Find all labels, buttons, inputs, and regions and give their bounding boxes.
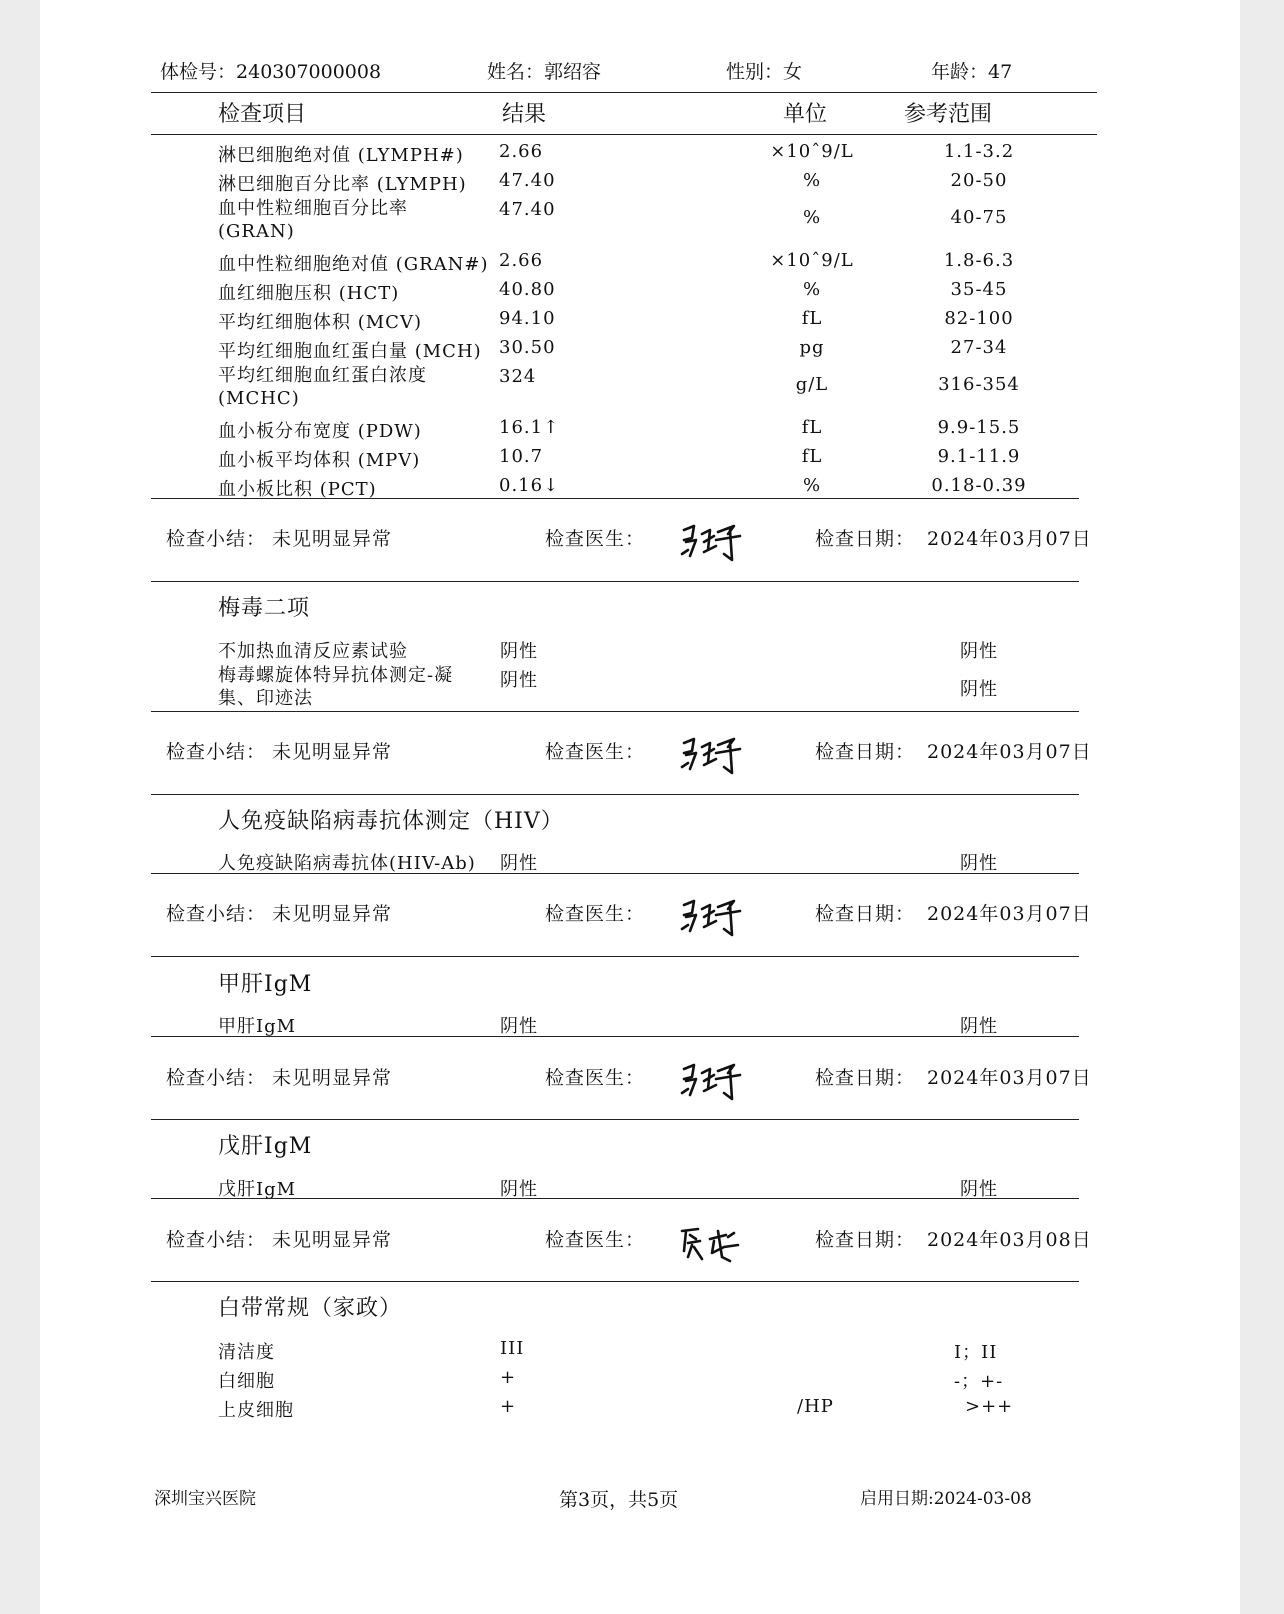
row-result: + — [500, 1396, 517, 1417]
date-label: 检查日期： — [815, 741, 916, 763]
row-name: 不加热血清反应素试验 — [218, 641, 408, 662]
summary-label: 检查小结： — [166, 1229, 267, 1251]
section-title-hev: 戊肝IgM — [218, 1134, 313, 1159]
row-result: 94.10 — [499, 308, 556, 329]
row-unit: fL — [801, 308, 823, 329]
doctor-label: 检查医生： — [545, 528, 646, 550]
doctor-label: 检查医生： — [545, 1067, 646, 1089]
row-range: 阴性 — [960, 853, 998, 874]
row-range: 9.9-15.5 — [937, 417, 1021, 438]
row-unit: % — [802, 279, 822, 300]
section-rule — [151, 873, 1079, 874]
patient-name: 姓名：郭绍容 — [487, 61, 602, 83]
row-result: 47.40 — [499, 199, 556, 220]
summary-text: 未见明显异常 — [272, 528, 393, 550]
row-range: 阴性 — [960, 641, 998, 662]
row-result: 2.66 — [499, 141, 544, 162]
row-range: 9.1-11.9 — [937, 446, 1021, 467]
row-name: 白细胞 — [218, 1371, 275, 1392]
row-name: 梅毒螺旋体特异抗体测定-凝 集、印迹法 — [218, 665, 454, 709]
row-range: 316-354 — [938, 374, 1020, 395]
row-result: 16.1↑ — [499, 417, 560, 438]
row-range: 1.1-3.2 — [943, 141, 1015, 162]
section-rule — [151, 956, 1079, 957]
col-header-item: 检查项目 — [218, 102, 307, 127]
row-unit: fL — [801, 417, 823, 438]
row-range: I；II — [954, 1342, 998, 1363]
row-name: 上皮细胞 — [218, 1400, 294, 1421]
row-result: 47.40 — [499, 170, 556, 191]
row-result: 40.80 — [499, 279, 556, 300]
summary-label: 检查小结： — [166, 528, 267, 550]
section-title-hav: 甲肝IgM — [218, 972, 313, 997]
page-number: 第3页，共5页 — [559, 1489, 679, 1511]
row-name: 甲肝IgM — [218, 1016, 297, 1037]
doctor-signature — [678, 729, 748, 777]
row-name: 血小板比积 (PCT) — [218, 479, 377, 500]
doctor-signature — [678, 516, 748, 564]
row-result: III — [500, 1338, 525, 1359]
row-result: 0.16↓ — [499, 475, 560, 496]
row-unit: g/L — [795, 374, 829, 395]
doctor-label: 检查医生： — [545, 1229, 646, 1251]
hospital-name: 深圳宝兴医院 — [154, 1489, 256, 1509]
section-title-leucorrhea: 白带常规（家政） — [218, 1296, 403, 1321]
row-range: 40-75 — [950, 207, 1008, 228]
row-result: 阴性 — [500, 853, 538, 874]
row-range: >++ — [965, 1396, 1014, 1417]
exam-date: 2024年03月07日 — [927, 528, 1092, 550]
row-range: 1.8-6.3 — [943, 250, 1015, 271]
row-range: -；+- — [954, 1371, 1004, 1392]
row-name: 血小板平均体积 (MPV) — [218, 450, 421, 471]
doctor-label: 检查医生： — [545, 741, 646, 763]
col-header-range: 参考范围 — [904, 102, 993, 127]
summary-label: 检查小结： — [166, 903, 267, 925]
section-rule — [151, 794, 1079, 795]
patient-sex: 性别：女 — [726, 61, 803, 83]
row-result: 阴性 — [500, 1016, 538, 1037]
row-range: 82-100 — [944, 308, 1014, 329]
row-name: 淋巴细胞百分比率 (LYMPH) — [218, 174, 467, 195]
exam-date: 2024年03月07日 — [927, 1067, 1092, 1089]
doctor-signature — [678, 1217, 748, 1265]
row-unit: % — [802, 207, 822, 228]
col-header-result: 结果 — [502, 102, 547, 127]
patient-age: 年龄：47 — [931, 61, 1013, 83]
row-name: 人免疫缺陷病毒抗体(HIV-Ab) — [218, 853, 476, 874]
row-range: 20-50 — [950, 170, 1008, 191]
column-header-rule — [151, 134, 1097, 135]
doctor-signature — [678, 1055, 748, 1103]
row-name: 戊肝IgM — [218, 1179, 297, 1200]
date-label: 检查日期： — [815, 1229, 916, 1251]
row-result: 30.50 — [499, 337, 556, 358]
exam-date: 2024年03月08日 — [927, 1229, 1092, 1251]
row-range: 阴性 — [960, 1179, 998, 1200]
section-rule — [151, 498, 1079, 499]
row-range: 35-45 — [950, 279, 1008, 300]
row-unit: % — [802, 170, 822, 191]
row-name: 清洁度 — [218, 1342, 275, 1363]
section-title-hiv: 人免疫缺陷病毒抗体测定（HIV） — [218, 809, 564, 834]
row-result: + — [500, 1367, 517, 1388]
section-rule — [151, 581, 1079, 582]
row-result: 阴性 — [500, 670, 538, 691]
row-name: 血红细胞压积 (HCT) — [218, 283, 400, 304]
section-rule — [151, 711, 1079, 712]
row-result: 324 — [499, 366, 537, 387]
section-rule — [151, 1198, 1079, 1199]
row-unit: ×10ˆ9/L — [770, 250, 854, 271]
row-name: 平均红细胞血红蛋白浓度 (MCHC) — [218, 365, 427, 409]
row-unit: ×10ˆ9/L — [770, 141, 854, 162]
summary-text: 未见明显异常 — [272, 741, 393, 763]
section-rule — [151, 1119, 1079, 1120]
row-unit: pg — [799, 337, 825, 358]
row-result: 阴性 — [500, 1179, 538, 1200]
doctor-label: 检查医生： — [545, 903, 646, 925]
row-name: 平均红细胞体积 (MCV) — [218, 312, 422, 333]
row-name: 淋巴细胞绝对值 (LYMPH#) — [218, 145, 464, 166]
section-rule — [151, 1036, 1079, 1037]
row-range: 阴性 — [960, 1016, 998, 1037]
row-result: 阴性 — [500, 641, 538, 662]
date-label: 检查日期： — [815, 1067, 916, 1089]
summary-text: 未见明显异常 — [272, 1067, 393, 1089]
summary-text: 未见明显异常 — [272, 1229, 393, 1251]
row-name: 血小板分布宽度 (PDW) — [218, 421, 422, 442]
section-title-syphilis: 梅毒二项 — [218, 596, 311, 621]
enabled-date: 启用日期:2024-03-08 — [860, 1489, 1032, 1509]
row-unit: fL — [801, 446, 823, 467]
summary-label: 检查小结： — [166, 1067, 267, 1089]
summary-text: 未见明显异常 — [272, 903, 393, 925]
row-result: 2.66 — [499, 250, 544, 271]
row-range: 0.18-0.39 — [931, 475, 1027, 496]
summary-label: 检查小结： — [166, 741, 267, 763]
exam-date: 2024年03月07日 — [927, 741, 1092, 763]
report-page — [40, 0, 1240, 1614]
row-range: 27-34 — [950, 337, 1008, 358]
header-rule — [151, 92, 1097, 93]
date-label: 检查日期： — [815, 903, 916, 925]
col-header-unit: 单位 — [783, 102, 828, 127]
row-result: 10.7 — [499, 446, 544, 467]
exam-date: 2024年03月07日 — [927, 903, 1092, 925]
date-label: 检查日期： — [815, 528, 916, 550]
row-name: 平均红细胞血红蛋白量 (MCH) — [218, 341, 482, 362]
row-unit: /HP — [797, 1396, 834, 1417]
exam-number: 体检号：240307000008 — [160, 61, 382, 83]
row-name: 血中性粒细胞百分比率 (GRAN) — [218, 198, 408, 242]
row-unit: % — [802, 475, 822, 496]
section-rule — [151, 1281, 1079, 1282]
doctor-signature — [678, 891, 748, 939]
row-range: 阴性 — [960, 679, 998, 700]
row-name: 血中性粒细胞绝对值 (GRAN#) — [218, 254, 489, 275]
